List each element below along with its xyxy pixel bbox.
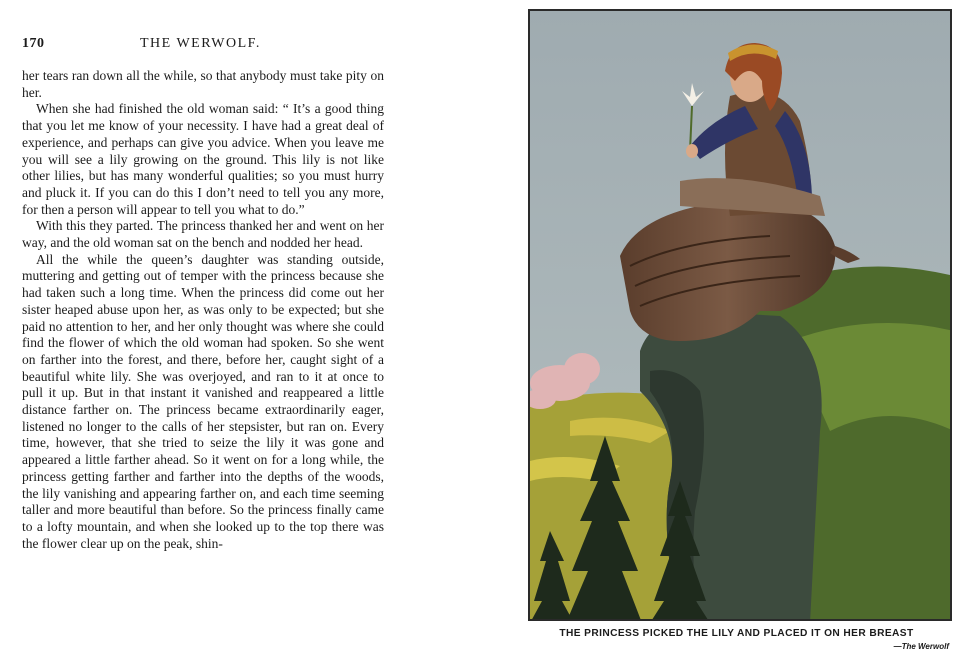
body-text bbox=[22, 68, 384, 552]
paragraph: her tears ran down all the while, so that anybody must take pity on her. bbox=[22, 68, 384, 100]
page-number: 170 bbox=[22, 36, 45, 51]
paragraph: With this they parted. The princess thanked her and went on her way, and the old woman sat on the bench and nodded her head. bbox=[22, 218, 384, 251]
paragraph: When she had finished the old woman said: “ It’s a good thing that you let me know of your necessity. I have had a great deal of experience, and perhaps can give you advice. When you leave me you will see a lily growing on the ground. This lily is not like other lilies, but has many wonderful qualities; so you must hurry and pluck it. If you can do this I don’t need to tell you any more, for then a person will appear to tell you what to do.” bbox=[22, 101, 384, 217]
running-head bbox=[22, 36, 384, 54]
paragraph: All the while the queen’s daughter was standing outside, muttering and getting out of temper with the princess because she had taken such a long time. When the princess did come out her sister heaped abuse upon her, as was only to be expected; but she paid no attention to her, and her only thought was where she could find the flower of which the old woman had spoken. So she went on farther into the forest, and there, before her, caught sight of a beautiful white lily. She was overjoyed, and ran to it at once to pull it up. But in that instant it vanished and reappeared a little distance farther on. The princess became extraordinarily eager, listened no longer to the calls of her stepsister, but ran on. Every time, however, that she tried to seize the lily it was gone and appeared a little farther ahead. So it went on for a long while, the princess getting farther and farther into the depths of the woods, the lily vanishing and appearing farther on, and each time seeming taller and more beautiful than before. So the princess finally came to a lofty mountain, and when she looked up to the top there was the flower clear up on the peak, shin- bbox=[22, 251, 384, 551]
princess-illustration bbox=[530, 11, 952, 621]
hand bbox=[686, 144, 698, 158]
text-page bbox=[0, 0, 420, 662]
illustration-page bbox=[520, 0, 963, 662]
page-header-title: THE WERWOLF. bbox=[140, 36, 261, 51]
illustration-caption: THE PRINCESS PICKED THE LILY AND PLACED IT ON HER BREAST bbox=[559, 628, 914, 639]
illustration-credit: —The Werwolf bbox=[893, 642, 949, 651]
illustration-plate bbox=[528, 9, 952, 621]
